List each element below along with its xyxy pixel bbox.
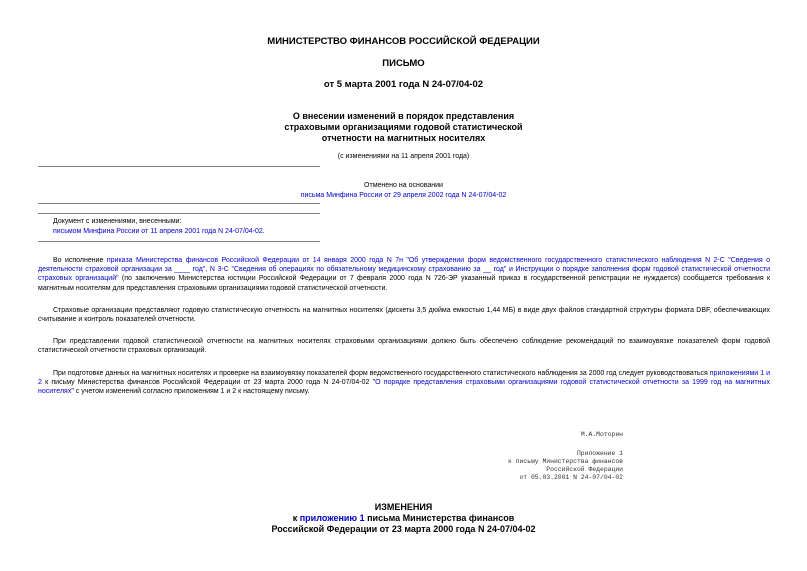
title-line-3: отчетности на магнитных носителях: [321, 133, 486, 143]
paragraph-text: При подготовке данных на магнитных носителях и проверке на взаимоувязку показателей форм ведомственного государственного статистического наблюдения за 2000 год следует руководствоваться: [53, 370, 710, 377]
appendix-line-4: от 05.03.2001 N 24-07/04-02: [519, 474, 623, 481]
changes-document-link[interactable]: письмом Минфина России от 11 апреля 2001 года N 24-07/04-02.: [53, 228, 265, 235]
changes-title: ИЗМЕНЕНИЯ: [374, 502, 433, 512]
cancelled-label: Отменено на основании: [364, 182, 443, 189]
changes-subtitle-line-3: Российской Федерации от 23 марта 2000 года N 24-07/04-02: [271, 524, 536, 534]
divider: [38, 166, 320, 167]
paragraph-text: к письму Министерства финансов Российской Федерации от 23 марта 2000 года N 24-07/04-02 ": [41, 379, 376, 387]
changes-subtitle: [0, 513, 807, 524]
signature: М.А.Моторин: [580, 431, 623, 438]
appendix-line-1: Приложение 1: [576, 450, 623, 457]
paragraph-text: Во исполнение: [53, 257, 107, 264]
paragraph-3: При представлении годовой статистической отчетности на магнитных носителях страховыми организациями должно быть обеспечено соблюдение рекомендаций по взаимоувязке показателей форм годовой статистической отчетности страховых организаций.: [38, 338, 770, 355]
title-line-2: страховыми организациями годовой статистической: [284, 122, 523, 132]
divider: [38, 203, 320, 204]
amended-note: (с изменениями на 11 апреля 2001 года): [337, 153, 470, 160]
appendix-line-2: к письму Министерства финансов: [507, 458, 623, 465]
cancelled-link-wrap: [0, 191, 807, 200]
appendix-1-link[interactable]: приложению 1: [299, 513, 365, 523]
changes-heading: [0, 502, 807, 535]
title-line-1: О внесении изменений в порядок представления: [292, 111, 515, 121]
paragraph-1: [38, 256, 770, 293]
heading-text: письма Министерства финансов: [364, 513, 515, 523]
heading-text: к: [292, 513, 300, 523]
changes-label: Документ с изменениями, внесенными:: [53, 218, 182, 225]
document-title: [0, 111, 807, 144]
order-7n-link[interactable]: приказа Министерства финансов Российской Федерации от 14 января 2000 года N 7н "Об утверждении форм ведомственного государственного статистического наблюдения N 2-С "Сведения о деятельности страховой организации за ____ год", N 3-С "Сведения об операциях по обязательному медицинскому страхованию за __ год" и Инструкции о порядке заполнения форм годовой статистической отчетности страховых организаций": [38, 257, 770, 283]
divider: [38, 213, 320, 214]
document-type: ПИСЬМО: [382, 58, 425, 69]
appendix-line-3: Российской Федерации: [546, 466, 623, 473]
appendix-note: [440, 450, 623, 482]
appendices-link[interactable]: приложениями 1 и 2: [38, 370, 770, 387]
paragraph-4: [38, 369, 770, 397]
paragraph-text: " с учетом изменений согласно приложениям 1 и 2 к настоящему письму.: [71, 388, 310, 396]
changes-link-wrap: [53, 227, 265, 236]
paragraph-2: Страховые организации представляют годовую статистическую отчетность на магнитных носителях (дискеты 3,5 дюйма емкостью 1,44 МБ) в виде двух файлов стандартной структуры формата DBF, обеспечивающих считывание и контроль показателей отчетности.: [38, 307, 770, 324]
reporting-procedure-link[interactable]: О порядке представления страховыми организациями годовой статистической отчетности за 1999 год на магнитных носителях: [38, 379, 770, 396]
ministry-name: МИНИСТЕРСТВО ФИНАНСОВ РОССИЙСКОЙ ФЕДЕРАЦИИ: [267, 36, 540, 47]
cancellation-document-link[interactable]: письма Минфина России от 29 апреля 2002 года N 24-07/04-02: [300, 192, 507, 199]
paragraph-text: (по заключению Министерства юстиции Российской Федерации от 7 февраля 2000 года N 726-ЭР указанный приказ в государственной регистрации не нуждается) сообщается требования к магнитным носителям для представления страховыми организациями годовой статистической отчетности.: [38, 275, 771, 292]
divider: [38, 241, 320, 242]
document-date-number: от 5 марта 2001 года N 24-07/04-02: [323, 79, 484, 90]
